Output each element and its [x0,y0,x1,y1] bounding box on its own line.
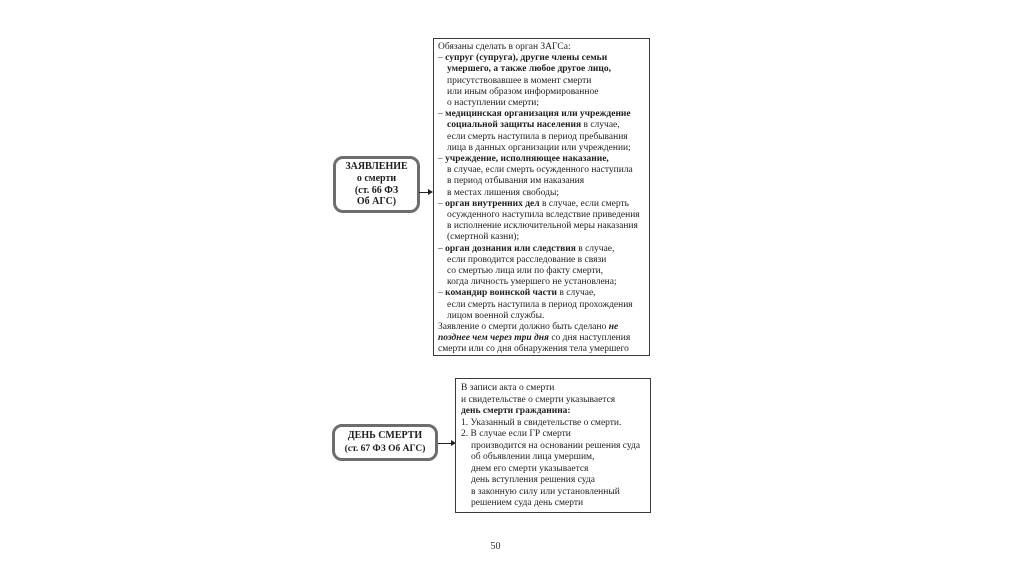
text-line [336,161,417,173]
text-line [438,344,647,355]
text-line [461,418,648,430]
text-line [461,475,648,487]
text-segment: о наступлении смерти; [447,98,540,109]
text-line [438,143,647,154]
text-line [461,487,648,499]
text-line [438,120,647,131]
panel-den-smerti-rules [455,378,651,513]
text-segment: если смерть наступила в период прохождения [447,299,633,310]
text-segment: социальной защиты населения [447,120,582,131]
text-line [438,300,647,311]
text-line [335,430,435,443]
text-segment: в случае, [581,120,620,131]
text-segment: не [608,322,619,333]
text-segment: в случае, [575,243,615,254]
text-line [461,429,648,441]
text-line [461,395,648,407]
text-line [438,244,647,255]
text-segment: или иным образом информированное [447,86,599,97]
text-segment: днем его смерти указывается [471,463,589,474]
text-segment: в местах лишения свободы; [447,187,559,198]
text-segment: ЗАЯВЛЕНИЕ [345,160,408,172]
text-line [438,333,647,344]
text-segment: об объявлении лица умершим, [471,452,595,462]
text-segment: 2. В случае если ГР смерти [461,429,571,439]
text-line [335,443,435,456]
page-number: 50 [490,541,501,552]
text-segment: производится на основании решения суда [471,440,641,451]
text-segment: – [438,243,446,254]
text-segment: (ст. 66 ФЗ [354,184,399,196]
text-segment: Обязаны сделать в орган ЗАГСа: [438,42,571,52]
text-line [438,87,647,98]
text-segment: позднее чем через три дня [438,333,549,344]
text-line [438,210,647,221]
text-segment: присутствовавшее в момент смерти [447,75,592,86]
text-line [438,98,647,109]
text-segment: орган внутренних дел [445,198,540,209]
text-line [461,441,648,453]
connector-arrow-right-icon [419,192,428,193]
text-line [461,498,648,510]
text-segment: ДЕНЬ СМЕРТИ [347,430,423,441]
text-line [438,53,647,64]
text-segment: Об АГС) [356,196,397,208]
text-segment: лица в данных организации или учреждении; [447,142,631,153]
text-segment: со дня наступления [548,333,631,344]
flow-node-den-smerti [332,424,438,461]
text-segment: учреждение, исполняющее наказание, [445,154,609,165]
text-line [438,221,647,232]
text-segment: о смерти [356,172,397,184]
text-line [438,42,647,53]
text-line [336,173,417,185]
text-segment: в случае, если смерть [539,198,629,209]
text-segment: в случае, [557,288,596,299]
text-segment: смерти или со дня обнаружения тела умершего [438,344,629,355]
text-line [438,64,647,75]
text-segment: день смерти гражданина: [461,406,571,416]
text-line [438,277,647,288]
text-segment: решением суда день смерти [471,498,584,508]
text-segment: когда личность умершего не установлена; [447,277,617,288]
text-segment: осужденного наступила вследствие приведения [447,210,640,221]
text-line [336,185,417,197]
text-line [438,288,647,299]
text-segment: 1. Указанный в свидетельстве о смерти. [461,417,622,428]
text-segment: орган дознания или следствия [445,243,576,254]
panel-zags-obligated-list [433,38,650,356]
text-line [438,154,647,165]
text-segment: умершего, а также любое другое лицо, [447,64,611,75]
text-line [438,232,647,243]
text-segment: (смертной казни); [447,232,520,243]
text-segment: – [438,109,446,120]
text-segment: в исполнение исключительной меры наказания [447,221,638,232]
text-segment: в законную силу или установленный [471,486,620,497]
text-line [438,199,647,210]
text-line [438,109,647,120]
text-line [336,196,417,208]
text-line [438,188,647,199]
text-line [461,406,648,418]
text-segment: В записи акта о смерти [461,383,555,393]
text-segment: (ст. 67 ФЗ Об АГС) [344,443,426,454]
text-line [438,322,647,333]
flow-node-zayavlenie-o-smerti [333,156,420,213]
text-line [438,255,647,266]
text-segment: командир воинской части [445,288,558,299]
text-segment: день вступления решения суда [471,475,595,485]
text-line [438,132,647,143]
connector-arrow-right-icon [438,443,451,444]
text-segment: Заявление о смерти должно быть сделано [438,322,609,333]
text-line [438,165,647,176]
text-segment: – [438,288,446,299]
text-line [438,176,647,187]
text-segment: – [438,53,446,64]
text-line [438,266,647,277]
text-segment: – [438,154,446,165]
text-segment: медицинская организация или учреждение [445,109,631,120]
text-segment: со смертью лица или по факту смерти, [447,266,604,277]
text-segment: если проводится расследование в связи [447,254,607,265]
text-segment: и свидетельстве о смерти указывается [461,394,616,405]
text-line [438,76,647,87]
text-segment: в случае, если смерть осужденного наступила [447,165,633,176]
text-line [461,464,648,476]
text-line [461,383,648,395]
text-segment: – [438,198,446,209]
text-segment: супруг (супруга), другие члены семьи [445,53,608,64]
text-segment: в период отбывания им наказания [447,176,585,187]
text-line [438,311,647,322]
text-line [461,452,648,464]
text-segment: если смерть наступила в период пребывания [447,131,628,142]
text-segment: лицом военной службы. [447,310,545,321]
